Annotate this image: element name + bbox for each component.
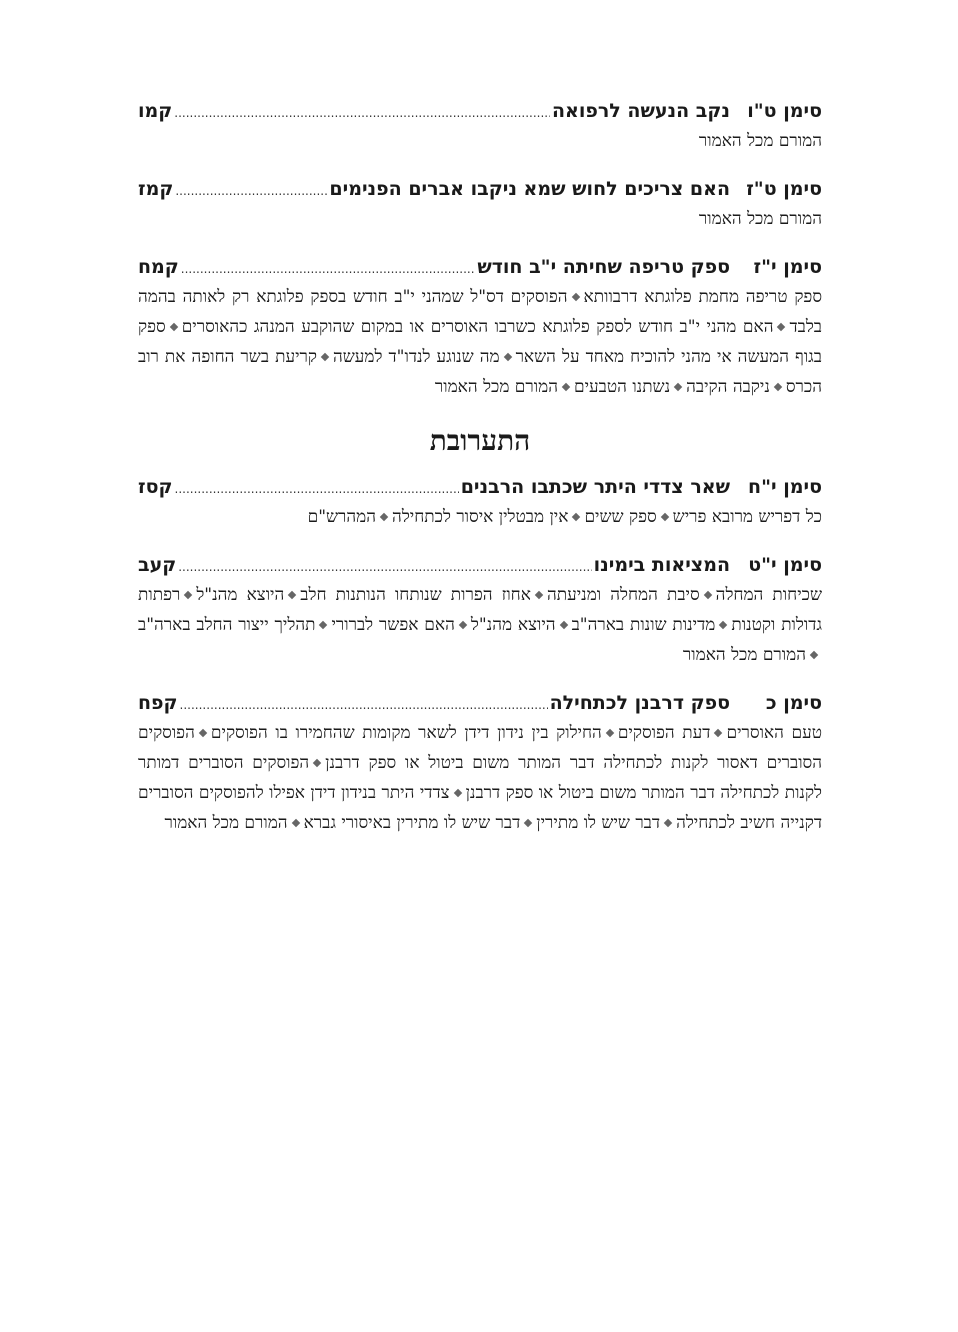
topic: דבר שיש לו מתירין באיסורי גברא xyxy=(303,813,521,833)
toc-line xyxy=(138,472,822,502)
siman-number: סימן י"ז xyxy=(753,256,822,278)
dot-leader xyxy=(174,98,550,128)
topic-list xyxy=(138,502,822,532)
diamond-bullet-icon xyxy=(503,352,511,360)
toc-line xyxy=(138,174,822,204)
topic: המורם מכל האמור xyxy=(682,645,806,665)
diamond-bullet-icon xyxy=(660,512,668,520)
entry-title: המציאות בימינו xyxy=(593,554,730,576)
page-number: קמח xyxy=(138,256,179,278)
topic: החילוק בין נידון דידן לשאר מקומות שהחמירו בו הפוסקים xyxy=(210,723,602,743)
diamond-bullet-icon xyxy=(571,292,579,300)
page-number: קעב xyxy=(138,554,177,576)
page-number: קפח xyxy=(138,692,178,714)
diamond-bullet-icon xyxy=(313,758,321,766)
topic: ספק טריפה מחמת פלוגתא דרבוותא xyxy=(583,287,822,307)
toc-entry xyxy=(138,252,822,402)
entry-title: שאר צדדי היתר שכתבו הרבנים xyxy=(460,476,730,498)
siman-number: סימן ט"ז xyxy=(746,178,822,200)
diamond-bullet-icon xyxy=(774,382,782,390)
diamond-bullet-icon xyxy=(572,512,580,520)
dot-leader xyxy=(181,254,476,284)
section-heading: התערובת xyxy=(429,424,531,457)
page-number: קסז xyxy=(138,476,173,498)
toc-entry xyxy=(138,96,822,156)
toc-line xyxy=(138,252,822,282)
toc-entry xyxy=(138,550,822,670)
topic: האם מהני י"ב חודש לספק פלוגתא כשרבו האוסרים או במקום שהוקבע המנהג כהאוסרים xyxy=(181,317,774,337)
page-number: קמז xyxy=(138,178,174,200)
topic: כל דפריש מרובא פריש xyxy=(672,507,822,527)
topic: הפוסקים הסוברים דאסור לקנות לכתחילה דבר המותר משום ביטול או ספק דרבנן xyxy=(138,723,823,773)
topic: אחוז הפרות שנותחו הנותנות חלב xyxy=(300,585,531,605)
topic: נשתנו הטבעים xyxy=(573,377,671,397)
topic: סיבת המחלה ומניעתה xyxy=(546,585,700,605)
table-of-contents xyxy=(138,96,822,838)
topic: דעת הפוסקים xyxy=(617,723,711,743)
diamond-bullet-icon xyxy=(535,590,543,598)
siman-number: סימן כ xyxy=(765,692,822,714)
entry-title: ספק טריפה שחיתה י"ב חודש xyxy=(477,256,730,278)
diamond-bullet-icon xyxy=(674,382,682,390)
siman-number: סימן י"ח xyxy=(748,476,822,498)
diamond-bullet-icon xyxy=(321,352,329,360)
diamond-bullet-icon xyxy=(169,322,177,330)
entry-title: נקב הנעשה לרפואה xyxy=(551,100,730,122)
toc-line xyxy=(138,550,822,580)
diamond-bullet-icon xyxy=(777,322,785,330)
diamond-bullet-icon xyxy=(606,728,614,736)
entry-title: ספק דרבנן לכתחילה xyxy=(549,692,730,714)
diamond-bullet-icon xyxy=(453,788,461,796)
diamond-bullet-icon xyxy=(380,512,388,520)
diamond-bullet-icon xyxy=(524,818,532,826)
topic-list xyxy=(138,718,822,838)
page-number: קמו xyxy=(138,100,173,122)
topic: צדדי היתר בנידון דידן אפילו להפוסקים הסוברים דקנייה חשיב לכתחילה xyxy=(138,783,822,833)
topic: ספק ששים xyxy=(584,507,657,527)
topic: הפוסקים דס"ל שמהני י"ב חודש בספק פלוגתא רק לאותה בהמה בלבד xyxy=(138,287,822,337)
entry-title: האם צריכים לחוש שמא ניקבו אברים הפנימים xyxy=(329,178,730,200)
diamond-bullet-icon xyxy=(199,728,207,736)
topic: שכיחות המחלה xyxy=(715,585,822,605)
topic: המורם מכל האמור xyxy=(164,813,288,833)
diamond-bullet-icon xyxy=(664,818,672,826)
topic: דבר שיש לו מתירין xyxy=(536,813,661,833)
topic: טעם האוסרים xyxy=(726,723,823,743)
topic: המורם מכל האמור xyxy=(434,377,558,397)
topic: קריעת בשר החופה את רוב הכרס xyxy=(138,347,822,397)
topic-list xyxy=(138,282,822,402)
topic: המורם מכל האמור xyxy=(698,209,822,229)
diamond-bullet-icon xyxy=(319,620,327,628)
dot-leader xyxy=(175,176,327,206)
diamond-bullet-icon xyxy=(562,382,570,390)
topic-list xyxy=(138,126,822,156)
diamond-bullet-icon xyxy=(703,590,711,598)
toc-line xyxy=(138,688,822,718)
dot-leader xyxy=(175,474,459,504)
diamond-bullet-icon xyxy=(288,590,296,598)
toc-entry xyxy=(138,174,822,234)
topic: המורם מכל האמור xyxy=(698,131,822,151)
diamond-bullet-icon xyxy=(559,620,567,628)
diamond-bullet-icon xyxy=(291,818,299,826)
diamond-bullet-icon xyxy=(184,590,192,598)
topic: ספק בגוף המעשה אי מהני להוכיח מאחד על השאר xyxy=(138,317,822,367)
diamond-bullet-icon xyxy=(459,620,467,628)
topic: המהרש"ם xyxy=(307,507,377,527)
toc-entry xyxy=(138,688,822,838)
dot-leader xyxy=(178,552,591,582)
topic: מדינות שונות בארה"ב xyxy=(571,615,716,635)
siman-number: סימן י"ט xyxy=(748,554,822,576)
dot-leader xyxy=(180,690,548,720)
topic: אין מבטלין איסור לכתחילה xyxy=(392,507,569,527)
topic: היוצא מהנ"ל xyxy=(470,615,556,635)
siman-number: סימן ט"ו xyxy=(747,100,822,122)
topic: היוצא מהנ"ל xyxy=(196,585,285,605)
topic: רפתות גדולות וקטנות xyxy=(138,585,822,635)
topic: הפוסקים הסוברים דמותר לקנות לכתחילה דבר המותר משום ביטול או ספק דרבנן xyxy=(138,753,822,803)
topic: תהליך ייצור החלב בארה"ב xyxy=(138,615,316,635)
toc-entry xyxy=(138,472,822,532)
diamond-bullet-icon xyxy=(719,620,727,628)
diamond-bullet-icon xyxy=(714,728,722,736)
topic-list xyxy=(138,204,822,234)
topic: מה שנוגע לנדו"ד למעשה xyxy=(332,347,500,367)
toc-line xyxy=(138,96,822,126)
topic: ניקבה הקיבה xyxy=(686,377,770,397)
diamond-bullet-icon xyxy=(810,650,818,658)
topic-list xyxy=(138,580,822,670)
topic: האם אפשר לברורי xyxy=(331,615,455,635)
